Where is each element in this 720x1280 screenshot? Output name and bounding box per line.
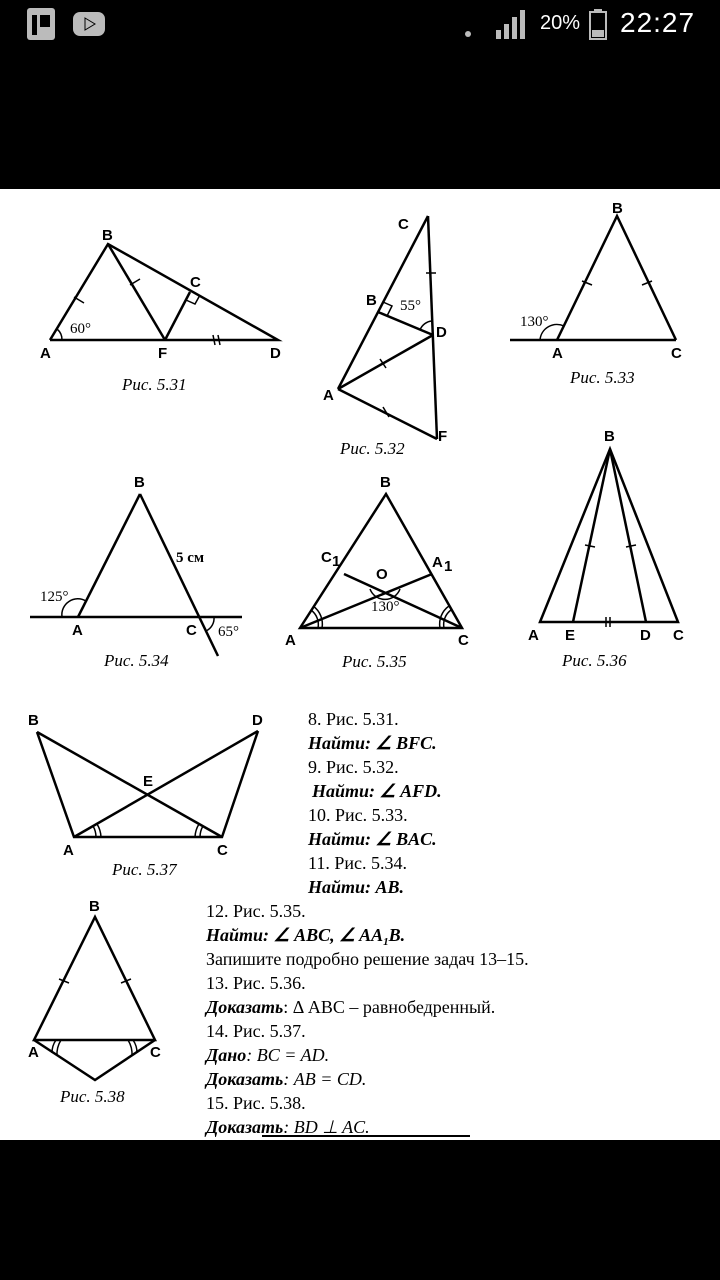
fig538-ticks: [59, 979, 131, 983]
fig534-bc-ext: [140, 494, 218, 656]
task-12-find: Найти: ∠ ABC, ∠ $AA_1B$.: [206, 925, 406, 948]
task-11-number: 11. Рис. 5.34.: [308, 853, 407, 873]
fig531-bf: [108, 244, 165, 340]
fig535-angle: 130°: [371, 599, 400, 615]
figure-5-31: [40, 227, 281, 394]
fig537-angle-arcs: [93, 824, 203, 837]
fig531-fc: [165, 292, 190, 340]
fig532-label-c: C: [398, 216, 409, 233]
fig532-caption: Рис. 5.32: [340, 439, 405, 458]
fig535-label-a: A: [285, 632, 296, 649]
fig534-ab: [78, 494, 140, 617]
task-14-given: Дано: BC = AD.: [206, 1045, 330, 1065]
fig537-label-e: E: [143, 773, 154, 790]
fig536-bd: [610, 449, 646, 622]
task-13-prove: Доказать: Δ ABC – равнобедренный.: [206, 997, 496, 1017]
fig535-label-a1-sub: 1: [444, 558, 453, 575]
fig538-caption: Рис. 5.38: [60, 1087, 125, 1106]
fig537-ad: [74, 731, 258, 837]
task-9-number: 9. Рис. 5.32.: [308, 757, 399, 777]
youtube-icon: [72, 11, 106, 37]
fig533-label-c: C: [671, 345, 682, 362]
fig531-label-a: A: [40, 345, 51, 362]
fig536-triangle: [540, 449, 678, 622]
fig535-label-c: C: [458, 632, 469, 649]
fig531-label-c: C: [190, 274, 201, 291]
fig533-label-b: B: [612, 200, 623, 217]
fig535-caption: Рис. 5.35: [342, 652, 407, 671]
figure-5-38: [28, 898, 161, 1106]
fig537-label-b: B: [28, 712, 39, 729]
signal-icon: [494, 8, 528, 40]
fig531-angle-arc: [57, 329, 62, 340]
fig538-label-c: C: [150, 1044, 161, 1061]
fig531-label-b: B: [102, 227, 113, 244]
figure-5-32: [323, 216, 447, 458]
fig535-aa1: [300, 574, 432, 628]
battery-icon: [588, 8, 608, 40]
task-9-find: Найти: ∠ AFD.: [312, 781, 442, 801]
fig536-label-d: D: [640, 627, 651, 644]
fig532-label-a: A: [323, 387, 334, 404]
textbook-page: [0, 189, 720, 1140]
fig536-be: [573, 449, 610, 622]
fig536-label-e: E: [565, 627, 576, 644]
fig537-bc: [37, 732, 222, 837]
fig537-label-a: A: [63, 842, 74, 859]
fig531-angle: 60°: [70, 321, 91, 337]
fig537-label-c: C: [217, 842, 228, 859]
task-13-number: 13. Рис. 5.36.: [206, 973, 306, 993]
clock: 22:27: [620, 7, 696, 38]
fig534-angle-arc-c: [206, 617, 214, 631]
tasks-block: [204, 709, 529, 1137]
fig531-caption: Рис. 5.31: [122, 375, 187, 394]
fig533-ticks: [582, 281, 652, 285]
fig537-label-d: D: [252, 712, 263, 729]
fig532-label-b: B: [366, 292, 377, 309]
fig535-label-b: B: [380, 474, 391, 491]
fig532-angle: 55°: [400, 298, 421, 314]
fig534-label-a: A: [72, 622, 83, 639]
fig538-adc: [34, 1040, 155, 1080]
task-14-number: 14. Рис. 5.37.: [206, 1021, 306, 1041]
task-instruction: Запишите подробно решение задач 13–15.: [206, 949, 529, 969]
fig538-label-b: B: [89, 898, 100, 915]
status-bar: [0, 0, 720, 50]
fig537-caption: Рис. 5.37: [112, 860, 177, 879]
fig535-label-a1: A: [432, 554, 443, 571]
fig534-angle-65: 65°: [218, 624, 239, 640]
task-10-number: 10. Рис. 5.33.: [308, 805, 408, 825]
figure-5-34: [30, 474, 242, 670]
fig533-angle: 130°: [520, 314, 549, 330]
fig534-angle-125: 125°: [40, 589, 69, 605]
fig535-label-c1: C: [321, 549, 332, 566]
page-drawing: [0, 189, 720, 1140]
battery-percentage: 20%: [540, 12, 581, 34]
fig536-caption: Рис. 5.36: [562, 651, 627, 670]
fig531-label-f: F: [158, 345, 168, 362]
fig533-triangle: [557, 216, 676, 340]
fig533-label-a: A: [552, 345, 563, 362]
fig538-angle-arcs: [52, 1040, 137, 1056]
fig538-triangle: [34, 917, 155, 1040]
task-15-prove: Доказать: BD ⊥ AC.: [206, 1117, 370, 1137]
task-11-find: Найти: AB.: [308, 877, 405, 897]
task-15-number: 15. Рис. 5.38.: [206, 1093, 306, 1113]
figure-5-37: [28, 712, 263, 879]
fig536-label-a: A: [528, 627, 539, 644]
task-14-prove: Доказать: AB = CD.: [206, 1069, 367, 1089]
gallery-icon: [26, 7, 56, 41]
fig536-label-c: C: [673, 627, 684, 644]
figure-5-36: [528, 428, 684, 670]
fig535-label-c1-sub: 1: [332, 553, 341, 570]
fig532-label-f: F: [438, 428, 448, 445]
figure-5-33: [510, 200, 682, 387]
fig534-label-c: C: [186, 622, 197, 639]
task-8-number: 8. Рис. 5.31.: [308, 709, 399, 729]
fig534-caption: Рис. 5.34: [104, 651, 169, 670]
fig534-label-b: B: [134, 474, 145, 491]
task-10-find: Найти: ∠ BAC.: [308, 829, 437, 849]
fig533-caption: Рис. 5.33: [570, 368, 635, 387]
task-12-number: 12. Рис. 5.35.: [206, 901, 306, 921]
wifi-icon: [450, 7, 486, 41]
fig534-side: 5 см: [176, 550, 205, 566]
fig536-label-b: B: [604, 428, 615, 445]
fig538-label-a: A: [28, 1044, 39, 1061]
fig536-ticks: [585, 545, 636, 627]
fig535-label-o: O: [376, 566, 388, 583]
fig531-label-d: D: [270, 345, 281, 362]
fig532-angle-arc: [420, 321, 432, 330]
figure-5-35: [285, 474, 469, 671]
task-8-find: Найти: ∠ BFC.: [308, 733, 437, 753]
fig532-label-d: D: [436, 324, 447, 341]
